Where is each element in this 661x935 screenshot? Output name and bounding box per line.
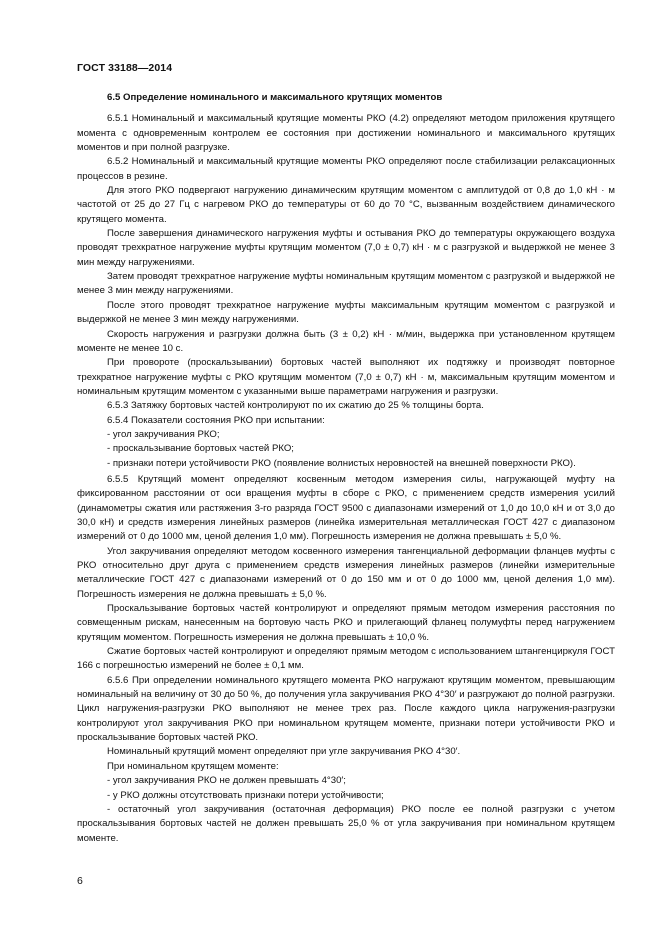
paragraph: 6.5.3 Затяжку бортовых частей контролируют по их сжатию до 25 % толщины борта. xyxy=(107,400,484,412)
list-item: - угол закручивания РКО; xyxy=(107,428,220,440)
paragraph: 6.5.1 Номинальный и максимальный крутящие моменты РКО (4.2) определяют методом приложения крутящего момента с одновременным контролем ее состояния при достижении номинального и максимального крутящих моментов и при полной разгрузке. xyxy=(77,113,615,154)
paragraph: 6.5.2 Номинальный и максимальный крутящие моменты РКО определяют после стабилизации релаксационных процессов в резине. xyxy=(77,156,615,182)
page-number: 6 xyxy=(77,875,83,887)
paragraph: 6.5.5 Крутящий момент определяют косвенным методом измерения силы, нагружающей муфту на фиксированном расстоянии от оси вращения муфты в сборе с РКО, с применением средств измерения усилий (динамометры сжатия или растяжения 3-го разряда ГОСТ 9500 с диапазонами измерений от 1,0 до 10,0 кН и от 3,0 до 30,0 кН) и средств измерения линейных размеров (линейка измерительная металлическая ГОСТ 427 с диапазоном измерений от 0 до 1000 мм, ценой деления 1,0 мм). Погрешность измерения не должна превышать ± 5,0 %. xyxy=(77,473,615,543)
paragraph: При провороте (проскальзывании) бортовых частей выполняют их подтяжку и производят повторное трехкратное нагружение муфты с РКО крутящим моментом (7,0 ± 0,7) кН · м, максимальным крутящим моментом и номинальным крутящим моментом с указанными выше параметрами нагружения и разгрузки. xyxy=(77,357,615,397)
paragraph: Угол закручивания определяют методом косвенного измерения тангенциальной деформации фланцев муфты с РКО относительно друг друга с применением средств измерения линейных размеров (линейки измерительные металлические ГОСТ 427 с диапазонами измерений от 0 до 150 мм и от 0 до 1000 мм, ценой деления 1,0 мм). Погрешность измерения не должна превышать ± 5,0 %. xyxy=(77,545,615,600)
paragraph: Затем проводят трехкратное нагружение муфты номинальным крутящим моментом с разгрузкой и выдержкой не менее 3 мин между нагружениями. xyxy=(77,271,615,297)
list-item: - у РКО должны отсутствовать признаки потери устойчивости; xyxy=(107,789,384,801)
paragraph: Номинальный крутящий момент определяют при угле закручивания РКО 4°30′. xyxy=(107,746,461,758)
document-body xyxy=(77,91,615,846)
list-item: - остаточный угол закручивания (остаточная деформация) РКО после ее полной разгрузки с учетом проскальзывания бортовых частей не должен превышать 25,0 % от угла закручивания при номинальном крутящем моменте. xyxy=(77,803,615,844)
paragraph: 6.5.4 Показатели состояния РКО при испытании: xyxy=(107,414,325,426)
list-item: - проскальзывание бортовых частей РКО; xyxy=(107,443,294,455)
paragraph: Для этого РКО подвергают нагружению динамическим крутящим моментом с амплитудой от 0,8 до 1,0 кН · м частотой от 25 до 27 Гц с нагревом РКО до температуры от 60 до 70 °С, вызванным воздействием динамического крутящего момента. xyxy=(77,185,615,225)
section-title: 6.5 Определение номинального и максимального крутящих моментов xyxy=(107,92,443,103)
document-header: ГОСТ 33188—2014 xyxy=(77,62,173,74)
paragraph: При номинальном крутящем моменте: xyxy=(107,760,279,772)
paragraph: Скорость нагружения и разгрузки должна быть (3 ± 0,2) кН · м/мин, выдержка при установленном крутящем моменте не менее 10 с. xyxy=(77,328,615,354)
paragraph: Сжатие бортовых частей контролируют и определяют прямым методом с использованием штангенциркуля ГОСТ 166 с погрешностью измерений не более ± 0,1 мм. xyxy=(77,646,615,672)
paragraph: 6.5.6 При определении номинального крутящего момента РКО нагружают крутящим моментом, превышающим номинальный на величину от 30 до 50 %, до получения угла закручивания РКО 4°30′ и разгружают до полной разгрузки. Цикл нагружения-разгрузки РКО выполняют не менее трех раз. После каждого цикла нагружения-разгрузки контролируют угол закручивания РКО при номинальном крутящем моменте, признаки потери устойчивости РКО и проскальзывание бортовых частей РКО. xyxy=(77,674,615,744)
paragraph: Проскальзывание бортовых частей контролируют и определяют прямым методом измерения расстояния по совмещенным рискам, нанесенным на бортовую часть РКО и прилегающий фланец полумуфты перед нагружением крутящим моментом. Погрешность измерения не должна превышать ± 10,0 %. xyxy=(77,603,615,643)
list-item: - признаки потери устойчивости РКО (появление волнистых неровностей на внешней поверхности РКО). xyxy=(107,457,576,469)
list-item: - угол закручивания РКО не должен превышать 4°30′; xyxy=(107,775,346,787)
paragraph: После завершения динамического нагружения муфты и остывания РКО до температуры окружающего воздуха проводят трехкратное нагружение муфты крутящим моментом (7,0 ± 0,7) кН · м с разгрузкой и выдержкой не менее 3 мин между нагружениями. xyxy=(77,228,615,268)
paragraph: После этого проводят трехкратное нагружение муфты максимальным крутящим моментом с разгрузкой и выдержкой не менее 3 мин между нагружениями. xyxy=(77,299,615,326)
